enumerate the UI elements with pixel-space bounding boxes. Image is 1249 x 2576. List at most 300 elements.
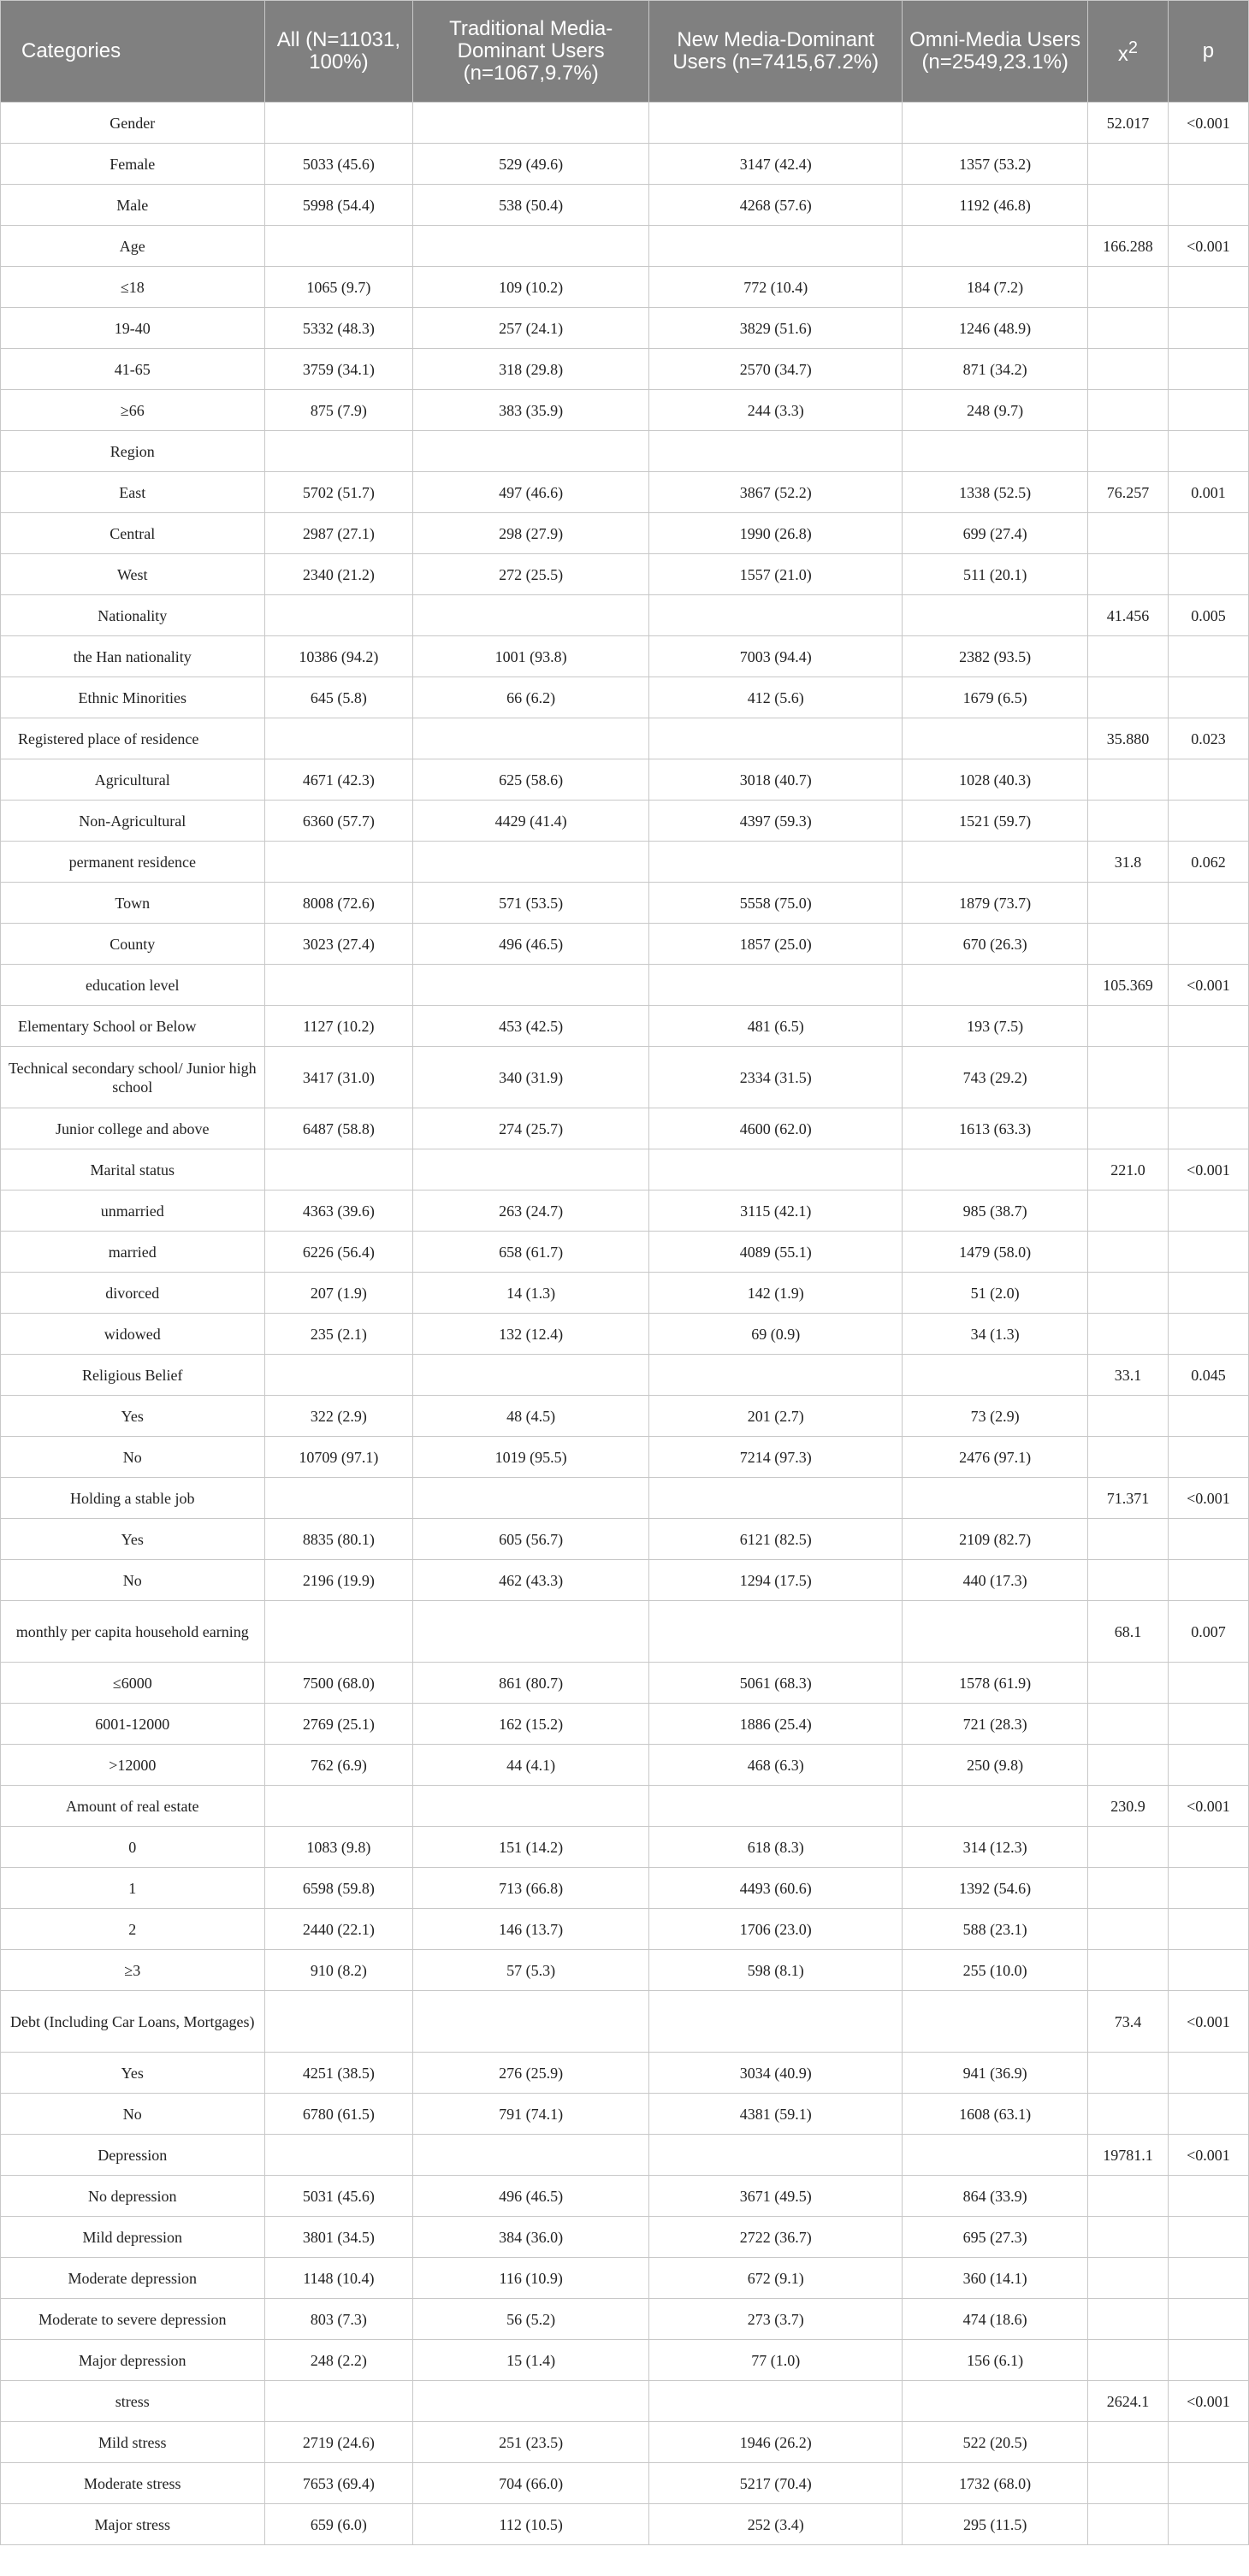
omni-cell <box>903 718 1088 759</box>
omni-cell: 1732 (68.0) <box>903 2463 1088 2504</box>
table-row <box>1 2217 1249 2258</box>
category-cell: Nationality <box>1 595 265 636</box>
category-cell: Non-Agricultural <box>1 801 265 842</box>
traditional-cell: 529 (49.6) <box>413 144 649 185</box>
category-cell: Moderate to severe depression <box>1 2299 265 2340</box>
category-cell: Mild depression <box>1 2217 265 2258</box>
category-cell: Technical secondary school/ Junior high school <box>1 1047 265 1108</box>
chi-square-cell: 221.0 <box>1087 1149 1168 1191</box>
table-row <box>1 349 1249 390</box>
p-value-cell <box>1168 2463 1248 2504</box>
category-cell: permanent residence <box>1 842 265 883</box>
category-cell: Male <box>1 185 265 226</box>
p-value-cell <box>1168 1909 1248 1950</box>
category-cell: Registered place of residence <box>1 718 265 759</box>
chi-square-cell <box>1087 1437 1168 1478</box>
all-cell: 6226 (56.4) <box>264 1232 413 1273</box>
new-media-cell: 252 (3.4) <box>649 2504 903 2545</box>
all-cell: 7500 (68.0) <box>264 1663 413 1704</box>
all-cell <box>264 226 413 267</box>
p-value-cell <box>1168 1827 1248 1868</box>
category-cell: 2 <box>1 1909 265 1950</box>
p-value-cell <box>1168 431 1248 472</box>
omni-cell: 1246 (48.9) <box>903 308 1088 349</box>
table-row <box>1 677 1249 718</box>
omni-cell <box>903 965 1088 1006</box>
new-media-cell: 2722 (36.7) <box>649 2217 903 2258</box>
traditional-cell: 453 (42.5) <box>413 1006 649 1047</box>
table-row <box>1 2463 1249 2504</box>
traditional-cell: 318 (29.8) <box>413 349 649 390</box>
p-value-cell: <0.001 <box>1168 2381 1248 2422</box>
category-cell: 41-65 <box>1 349 265 390</box>
table-row <box>1 1355 1249 1396</box>
new-media-cell <box>649 103 903 144</box>
traditional-cell: 791 (74.1) <box>413 2094 649 2135</box>
category-cell: Debt (Including Car Loans, Mortgages) <box>1 1991 265 2053</box>
category-cell: the Han nationality <box>1 636 265 677</box>
new-media-cell: 3034 (40.9) <box>649 2053 903 2094</box>
chi-square-cell <box>1087 1950 1168 1991</box>
p-value-cell <box>1168 759 1248 801</box>
category-cell: Junior college and above <box>1 1108 265 1149</box>
p-value-cell <box>1168 801 1248 842</box>
traditional-cell: 263 (24.7) <box>413 1191 649 1232</box>
traditional-cell <box>413 226 649 267</box>
new-media-cell: 3115 (42.1) <box>649 1191 903 1232</box>
chi-square-cell <box>1087 390 1168 431</box>
new-media-cell <box>649 1355 903 1396</box>
omni-cell: 941 (36.9) <box>903 2053 1088 2094</box>
traditional-cell: 132 (12.4) <box>413 1314 649 1355</box>
table-row <box>1 185 1249 226</box>
traditional-cell: 14 (1.3) <box>413 1273 649 1314</box>
traditional-cell <box>413 431 649 472</box>
p-value-cell <box>1168 1232 1248 1273</box>
new-media-cell: 1557 (21.0) <box>649 554 903 595</box>
new-media-cell: 772 (10.4) <box>649 267 903 308</box>
all-cell <box>264 1601 413 1663</box>
table-row <box>1 2094 1249 2135</box>
all-cell: 207 (1.9) <box>264 1273 413 1314</box>
chi-square-cell <box>1087 759 1168 801</box>
chi-square-cell <box>1087 677 1168 718</box>
new-media-cell <box>649 431 903 472</box>
table-row <box>1 2135 1249 2176</box>
table-row <box>1 554 1249 595</box>
chi-square-cell <box>1087 1047 1168 1108</box>
header-all: All (N=11031, 100%) <box>264 1 413 103</box>
category-cell: Depression <box>1 2135 265 2176</box>
traditional-cell: 605 (56.7) <box>413 1519 649 1560</box>
chi-square-cell: 19781.1 <box>1087 2135 1168 2176</box>
traditional-cell <box>413 1601 649 1663</box>
all-cell: 235 (2.1) <box>264 1314 413 1355</box>
omni-cell: 1521 (59.7) <box>903 801 1088 842</box>
table-row <box>1 1047 1249 1108</box>
all-cell: 3417 (31.0) <box>264 1047 413 1108</box>
table-row <box>1 1149 1249 1191</box>
table-row <box>1 842 1249 883</box>
chi-square-cell <box>1087 1827 1168 1868</box>
omni-cell: 156 (6.1) <box>903 2340 1088 2381</box>
new-media-cell: 4493 (60.6) <box>649 1868 903 1909</box>
table-row <box>1 2340 1249 2381</box>
category-cell: Agricultural <box>1 759 265 801</box>
chi-square-cell <box>1087 2504 1168 2545</box>
category-cell: No <box>1 2094 265 2135</box>
all-cell <box>264 842 413 883</box>
p-value-cell: 0.005 <box>1168 595 1248 636</box>
chi-square-cell <box>1087 1704 1168 1745</box>
new-media-cell: 3829 (51.6) <box>649 308 903 349</box>
traditional-cell: 272 (25.5) <box>413 554 649 595</box>
category-cell: Yes <box>1 1396 265 1437</box>
table-row <box>1 965 1249 1006</box>
omni-cell <box>903 595 1088 636</box>
traditional-cell: 162 (15.2) <box>413 1704 649 1745</box>
chi-square-cell <box>1087 2463 1168 2504</box>
category-cell: Gender <box>1 103 265 144</box>
category-cell: ≥66 <box>1 390 265 431</box>
omni-cell: 250 (9.8) <box>903 1745 1088 1786</box>
traditional-cell: 66 (6.2) <box>413 677 649 718</box>
chi-square-cell: 166.288 <box>1087 226 1168 267</box>
category-cell: Town <box>1 883 265 924</box>
all-cell <box>264 1991 413 2053</box>
new-media-cell <box>649 718 903 759</box>
new-media-cell: 201 (2.7) <box>649 1396 903 1437</box>
traditional-cell: 257 (24.1) <box>413 308 649 349</box>
new-media-cell <box>649 1149 903 1191</box>
all-cell: 2769 (25.1) <box>264 1704 413 1745</box>
chi-square-cell <box>1087 1745 1168 1786</box>
p-value-cell <box>1168 2258 1248 2299</box>
p-value-cell <box>1168 1314 1248 1355</box>
all-cell: 8835 (80.1) <box>264 1519 413 1560</box>
chi-square-cell <box>1087 1868 1168 1909</box>
traditional-cell: 1019 (95.5) <box>413 1437 649 1478</box>
traditional-cell <box>413 2135 649 2176</box>
chi-square-cell: 33.1 <box>1087 1355 1168 1396</box>
omni-cell: 1879 (73.7) <box>903 883 1088 924</box>
category-cell: 0 <box>1 1827 265 1868</box>
p-value-cell <box>1168 554 1248 595</box>
category-cell: Major stress <box>1 2504 265 2545</box>
traditional-cell: 151 (14.2) <box>413 1827 649 1868</box>
chi-square-cell: 35.880 <box>1087 718 1168 759</box>
p-value-cell <box>1168 1191 1248 1232</box>
chi-square-cell <box>1087 2422 1168 2463</box>
p-value-cell <box>1168 390 1248 431</box>
table-row <box>1 595 1249 636</box>
table-row <box>1 1191 1249 1232</box>
p-value-cell: <0.001 <box>1168 1991 1248 2053</box>
chi-square-cell <box>1087 1273 1168 1314</box>
new-media-cell <box>649 2135 903 2176</box>
omni-cell <box>903 103 1088 144</box>
category-cell: monthly per capita household earning <box>1 1601 265 1663</box>
all-cell: 2340 (21.2) <box>264 554 413 595</box>
traditional-cell: 497 (46.6) <box>413 472 649 513</box>
new-media-cell: 3671 (49.5) <box>649 2176 903 2217</box>
p-value-cell: 0.007 <box>1168 1601 1248 1663</box>
p-value-cell <box>1168 2094 1248 2135</box>
chi-square-cell: 76.257 <box>1087 472 1168 513</box>
traditional-cell: 1001 (93.8) <box>413 636 649 677</box>
new-media-cell: 273 (3.7) <box>649 2299 903 2340</box>
all-cell: 762 (6.9) <box>264 1745 413 1786</box>
p-value-cell <box>1168 2299 1248 2340</box>
category-cell: ≥3 <box>1 1950 265 1991</box>
table-row <box>1 1478 1249 1519</box>
all-cell: 2440 (22.1) <box>264 1909 413 1950</box>
new-media-cell: 3867 (52.2) <box>649 472 903 513</box>
omni-cell <box>903 2381 1088 2422</box>
all-cell <box>264 1149 413 1191</box>
table-row <box>1 883 1249 924</box>
category-cell: Female <box>1 144 265 185</box>
chi-square-cell <box>1087 801 1168 842</box>
header-chi-square <box>1087 1 1168 103</box>
table-row <box>1 472 1249 513</box>
all-cell: 4671 (42.3) <box>264 759 413 801</box>
chi-square-cell <box>1087 185 1168 226</box>
omni-cell <box>903 1355 1088 1396</box>
new-media-cell: 468 (6.3) <box>649 1745 903 1786</box>
chi-square-cell: 52.017 <box>1087 103 1168 144</box>
table-row <box>1 1663 1249 1704</box>
table-row <box>1 1950 1249 1991</box>
omni-cell: 2476 (97.1) <box>903 1437 1088 1478</box>
p-value-cell: <0.001 <box>1168 226 1248 267</box>
chi-superscript: 2 <box>1128 38 1139 57</box>
omni-cell <box>903 1786 1088 1827</box>
traditional-cell <box>413 1355 649 1396</box>
category-cell: Central <box>1 513 265 554</box>
p-value-cell: <0.001 <box>1168 1786 1248 1827</box>
header-categories: Categories <box>1 1 265 103</box>
all-cell: 659 (6.0) <box>264 2504 413 2545</box>
p-value-cell <box>1168 2053 1248 2094</box>
table-row <box>1 1314 1249 1355</box>
omni-cell: 248 (9.7) <box>903 390 1088 431</box>
omni-cell: 1578 (61.9) <box>903 1663 1088 1704</box>
omni-cell <box>903 226 1088 267</box>
all-cell: 803 (7.3) <box>264 2299 413 2340</box>
category-cell: Amount of real estate <box>1 1786 265 1827</box>
traditional-cell: 56 (5.2) <box>413 2299 649 2340</box>
chi-square-cell <box>1087 144 1168 185</box>
chi-square-cell <box>1087 2258 1168 2299</box>
all-cell: 5702 (51.7) <box>264 472 413 513</box>
new-media-cell: 412 (5.6) <box>649 677 903 718</box>
table-row <box>1 1232 1249 1273</box>
all-cell: 875 (7.9) <box>264 390 413 431</box>
category-cell: Religious Belief <box>1 1355 265 1396</box>
new-media-cell: 142 (1.9) <box>649 1273 903 1314</box>
traditional-cell: 15 (1.4) <box>413 2340 649 2381</box>
p-value-cell <box>1168 267 1248 308</box>
new-media-cell <box>649 1786 903 1827</box>
traditional-cell: 538 (50.4) <box>413 185 649 226</box>
omni-cell: 743 (29.2) <box>903 1047 1088 1108</box>
omni-cell: 588 (23.1) <box>903 1909 1088 1950</box>
p-value-cell: 0.045 <box>1168 1355 1248 1396</box>
omni-cell: 1479 (58.0) <box>903 1232 1088 1273</box>
all-cell: 10386 (94.2) <box>264 636 413 677</box>
all-cell: 4251 (38.5) <box>264 2053 413 2094</box>
traditional-cell: 298 (27.9) <box>413 513 649 554</box>
chi-square-cell <box>1087 2217 1168 2258</box>
p-value-cell: 0.023 <box>1168 718 1248 759</box>
new-media-cell: 3018 (40.7) <box>649 759 903 801</box>
p-value-cell <box>1168 1519 1248 1560</box>
new-media-cell <box>649 1991 903 2053</box>
omni-cell: 1192 (46.8) <box>903 185 1088 226</box>
table-row <box>1 1519 1249 1560</box>
category-cell: stress <box>1 2381 265 2422</box>
new-media-cell: 1990 (26.8) <box>649 513 903 554</box>
new-media-cell: 481 (6.5) <box>649 1006 903 1047</box>
chi-square-cell <box>1087 636 1168 677</box>
traditional-cell: 112 (10.5) <box>413 2504 649 2545</box>
table-row <box>1 1704 1249 1745</box>
chi-square-cell <box>1087 1232 1168 1273</box>
table-row <box>1 2299 1249 2340</box>
category-cell: Moderate stress <box>1 2463 265 2504</box>
all-cell: 322 (2.9) <box>264 1396 413 1437</box>
traditional-cell: 383 (35.9) <box>413 390 649 431</box>
new-media-cell: 1886 (25.4) <box>649 1704 903 1745</box>
chi-square-cell: 105.369 <box>1087 965 1168 1006</box>
table-row <box>1 1273 1249 1314</box>
table-row <box>1 103 1249 144</box>
traditional-cell <box>413 2381 649 2422</box>
table-row <box>1 308 1249 349</box>
new-media-cell <box>649 2381 903 2422</box>
new-media-cell <box>649 1478 903 1519</box>
table-row <box>1 1006 1249 1047</box>
p-value-cell <box>1168 636 1248 677</box>
omni-cell <box>903 431 1088 472</box>
table-row <box>1 1991 1249 2053</box>
all-cell: 5031 (45.6) <box>264 2176 413 2217</box>
table-row <box>1 759 1249 801</box>
p-value-cell <box>1168 308 1248 349</box>
new-media-cell: 5558 (75.0) <box>649 883 903 924</box>
omni-cell: 255 (10.0) <box>903 1950 1088 1991</box>
traditional-cell: 571 (53.5) <box>413 883 649 924</box>
traditional-cell <box>413 965 649 1006</box>
all-cell: 248 (2.2) <box>264 2340 413 2381</box>
p-value-cell <box>1168 1396 1248 1437</box>
chi-square-cell <box>1087 431 1168 472</box>
traditional-cell: 496 (46.5) <box>413 2176 649 2217</box>
chi-square-cell: 41.456 <box>1087 595 1168 636</box>
p-value-cell <box>1168 924 1248 965</box>
table-row <box>1 2504 1249 2545</box>
new-media-cell: 4600 (62.0) <box>649 1108 903 1149</box>
chi-square-cell <box>1087 1560 1168 1601</box>
all-cell: 1065 (9.7) <box>264 267 413 308</box>
traditional-cell <box>413 1149 649 1191</box>
all-cell: 2987 (27.1) <box>264 513 413 554</box>
table-row <box>1 1827 1249 1868</box>
all-cell: 1083 (9.8) <box>264 1827 413 1868</box>
omni-cell <box>903 1991 1088 2053</box>
table-row <box>1 2053 1249 2094</box>
new-media-cell: 5217 (70.4) <box>649 2463 903 2504</box>
omni-cell: 864 (33.9) <box>903 2176 1088 2217</box>
new-media-cell: 3147 (42.4) <box>649 144 903 185</box>
category-cell: unmarried <box>1 1191 265 1232</box>
p-value-cell <box>1168 1868 1248 1909</box>
traditional-cell <box>413 595 649 636</box>
p-value-cell: <0.001 <box>1168 1149 1248 1191</box>
chi-square-cell <box>1087 1519 1168 1560</box>
all-cell <box>264 718 413 759</box>
table-row <box>1 431 1249 472</box>
traditional-cell <box>413 103 649 144</box>
omni-cell: 1338 (52.5) <box>903 472 1088 513</box>
omni-cell: 1679 (6.5) <box>903 677 1088 718</box>
chi-square-cell <box>1087 554 1168 595</box>
omni-cell <box>903 1478 1088 1519</box>
category-cell: widowed <box>1 1314 265 1355</box>
traditional-cell: 861 (80.7) <box>413 1663 649 1704</box>
p-value-cell <box>1168 1663 1248 1704</box>
omni-cell: 1357 (53.2) <box>903 144 1088 185</box>
chi-square-cell: 230.9 <box>1087 1786 1168 1827</box>
category-cell: No <box>1 1560 265 1601</box>
category-cell: Ethnic Minorities <box>1 677 265 718</box>
p-value-cell <box>1168 677 1248 718</box>
omni-cell: 721 (28.3) <box>903 1704 1088 1745</box>
traditional-cell <box>413 1991 649 2053</box>
category-cell: Region <box>1 431 265 472</box>
header-omni: Omni-Media Users (n=2549,23.1%) <box>903 1 1088 103</box>
p-value-cell <box>1168 1047 1248 1108</box>
chi-square-cell <box>1087 2053 1168 2094</box>
omni-cell: 34 (1.3) <box>903 1314 1088 1355</box>
p-value-cell <box>1168 2340 1248 2381</box>
omni-cell: 184 (7.2) <box>903 267 1088 308</box>
all-cell: 1127 (10.2) <box>264 1006 413 1047</box>
new-media-cell: 69 (0.9) <box>649 1314 903 1355</box>
chi-square-cell <box>1087 1909 1168 1950</box>
chi-square-cell <box>1087 924 1168 965</box>
all-cell: 3759 (34.1) <box>264 349 413 390</box>
category-cell: ≤6000 <box>1 1663 265 1704</box>
omni-cell: 670 (26.3) <box>903 924 1088 965</box>
omni-cell: 985 (38.7) <box>903 1191 1088 1232</box>
omni-cell <box>903 1149 1088 1191</box>
p-value-cell <box>1168 185 1248 226</box>
p-value-cell: 0.062 <box>1168 842 1248 883</box>
category-cell: married <box>1 1232 265 1273</box>
table-row <box>1 1601 1249 1663</box>
table-row <box>1 2381 1249 2422</box>
new-media-cell: 4381 (59.1) <box>649 2094 903 2135</box>
p-value-cell <box>1168 1704 1248 1745</box>
all-cell <box>264 2135 413 2176</box>
traditional-cell: 704 (66.0) <box>413 2463 649 2504</box>
new-media-cell: 1294 (17.5) <box>649 1560 903 1601</box>
category-cell: Mild stress <box>1 2422 265 2463</box>
new-media-cell: 598 (8.1) <box>649 1950 903 1991</box>
chi-square-cell: 2624.1 <box>1087 2381 1168 2422</box>
